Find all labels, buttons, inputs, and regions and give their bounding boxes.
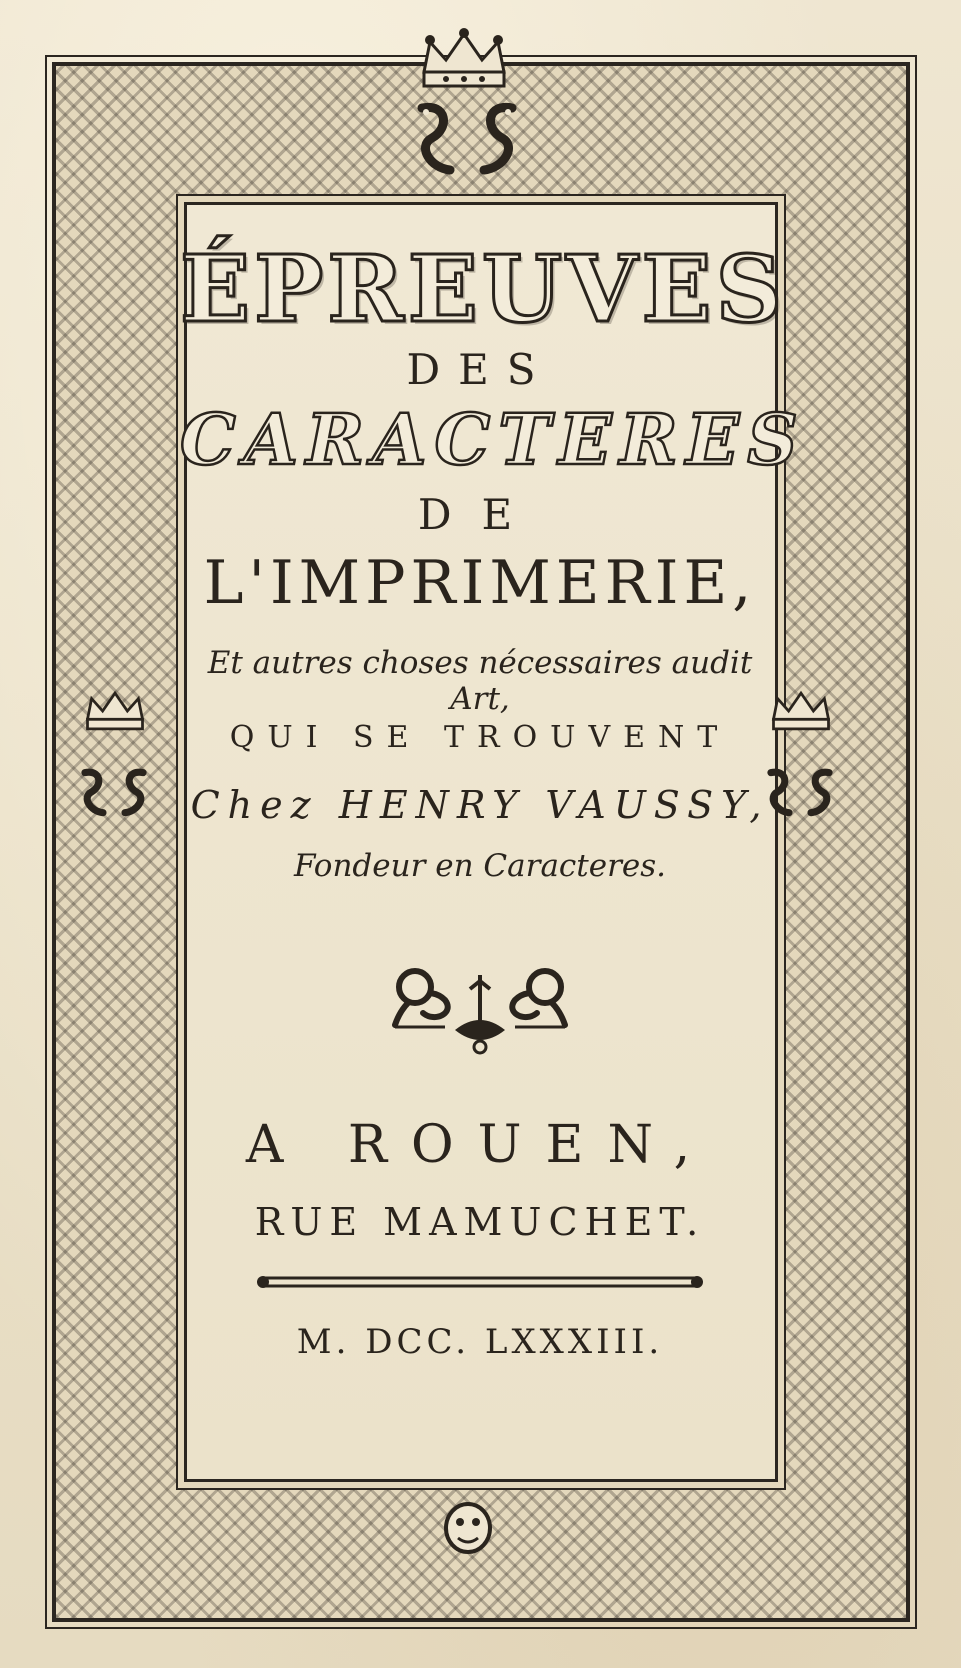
qui-se-trouvent: QUI SE TROUVENT [229,720,731,755]
mask-icon [438,1500,498,1556]
rule-divider [255,1270,705,1294]
crown-icon [82,688,148,734]
subtitle: Et autres choses nécessaires audit Art, [207,645,753,717]
crown-icon [416,28,512,92]
printer-trade: Fondeur en Caracteres. [293,848,667,884]
dolphin-icon [402,98,532,178]
title-de: DE [417,490,543,539]
printer-name: Chez HENRY VAUSSY, [190,783,770,827]
floral-vignette-icon [375,955,585,1055]
street-address: RUE MAMUCHET. [254,1200,706,1244]
place-of-publication: A ROUEN, [245,1115,715,1175]
dolphin-icon [72,752,156,832]
title-epreuves: ÉPREUVES [180,235,787,343]
title-des: DES [406,345,554,394]
title-imprimerie: L'IMPRIMERIE, [203,548,757,618]
publication-date: M. DCC. LXXXIII. [296,1322,664,1362]
title-caracteres: CARACTERES [180,398,806,481]
